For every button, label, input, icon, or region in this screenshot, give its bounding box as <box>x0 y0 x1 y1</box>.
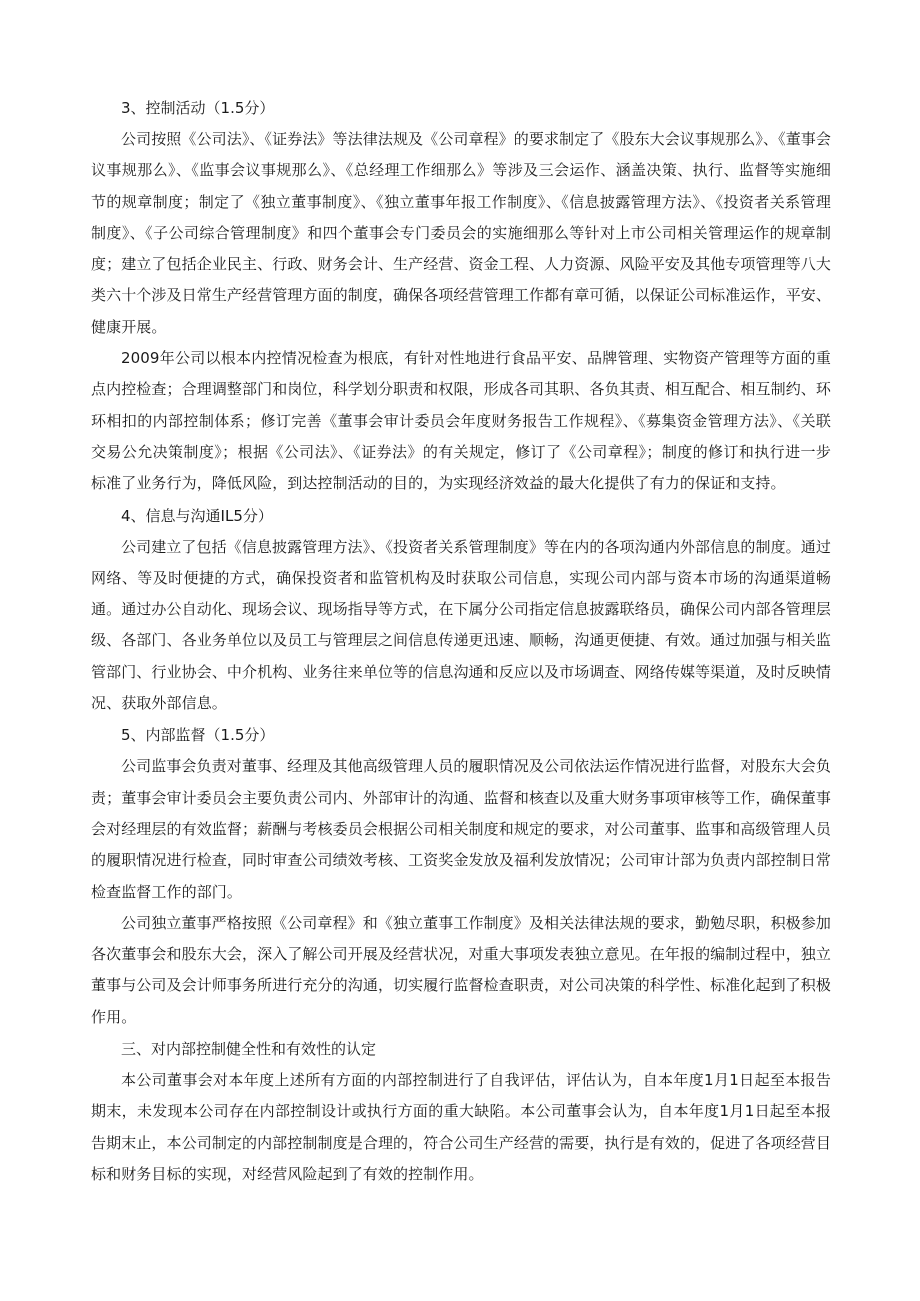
paragraph: 公司建立了包括《信息披露管理方法》、《投资者关系管理制度》等在内的各项沟通内外部信息的制度。通过网络、等及时便捷的方式，确保投资者和监管机构及时获取公司信息，实现公司内部与资本市场的沟通渠道畅通。通过办公自动化、现场会议、现场指导等方式，在下属分公司指定信息披露联络员，确保公司内部各管理层级、各部门、各业务单位以及员工与管理层之间信息传递更迅速、顺畅，沟通更便捷、有效。通过加强与相关监管部门、行业协会、中介机构、业务往来单位等的信息沟通和反应以及市场调查、网络传媒等渠道，及时反映情况、获取外部信息。 <box>91 537 831 713</box>
paragraph: 本公司董事会对本年度上述所有方面的内部控制进行了自我评估，评估认为，自本年度1月1日起至本报告期末，未发现本公司存在内部控制设计或执行方面的重大缺陷。本公司董事会认为，自本年度1月1日起至本报告期末止，本公司制定的内部控制制度是合理的，符合公司生产经营的需要，执行是有效的，促进了各项经营目标和财务目标的实现，对经营风险起到了有效的控制作用。 <box>91 1071 831 1183</box>
section-heading-assessment: 三、对内部控制健全性和有效性的认定 <box>121 1040 377 1059</box>
paragraph: 公司监事会负责对董事、经理及其他高级管理人员的履职情况及公司依法运作情况进行监督，对股东大会负责；董事会审计委员会主要负责公司内、外部审计的沟通、监督和核查以及重大财务事项审核等工作，确保董事会对经理层的有效监督；薪酬与考核委员会根据公司相关制度和规定的要求，对公司董事、监事和高级管理人员的履职情况进行检查，同时审查公司绩效考核、工资奖金发放及福利发放情况；公司审计部为负责内部控制日常检查监督工作的部门。 <box>91 757 831 901</box>
section-heading-information-communication: 4、信息与沟通IL5分） <box>121 506 273 525</box>
section-heading-control-activities: 3、控制活动（1.5分） <box>121 99 275 117</box>
paragraph: 公司按照《公司法》、《证券法》等法律法规及《公司章程》的要求制定了《股东大会议事规那么》、《董事会议事规那么》、《监事会议事规那么》、《总经理工作细那么》等涉及三会运作、涵盖决策、执行、监督等实施细节的规章制度；制定了《独立董事制度》、《独立董事年报工作制度》、《信息披露管理方法》、《投资者关系管理制度》、《子公司综合管理制度》和四个董事会专门委员会的实施细那么等针对上市公司相关管理运作的规章制度；建立了包括企业民主、行政、财务会计、生产经营、资金工程、人力资源、风险平安及其他专项管理等八大类六十个涉及日常生产经营管理方面的制度，确保各项经营管理工作都有章可循，以保证公司标准运作，平安、健康开展。 <box>91 130 831 336</box>
document-page <box>91 92 831 1190</box>
paragraph: 2009年公司以根本内控情况检查为根底，有针对性地进行食品平安、品牌管理、实物资产管理等方面的重点内控检查；合理调整部门和岗位，科学划分职责和权限，形成各司其职、各负其责、相互配合、相互制约、环环相扣的内部控制体系；修订完善《董事会审计委员会年度财务报告工作规程》、《募集资金管理方法》、《关联交易公允决策制度》；根据《公司法》、《证券法》的有关规定，修订了《公司章程》；制度的修订和执行进一步标准了业务行为，降低风险，到达控制活动的目的，为实现经济效益的最大化提供了有力的保证和支持。 <box>91 349 831 493</box>
paragraph: 公司独立董事严格按照《公司章程》和《独立董事工作制度》及相关法律法规的要求，勤勉尽职，积极参加各次董事会和股东大会，深入了解公司开展及经营状况，对重大事项发表独立意见。在年报的编制过程中，独立董事与公司及会计师事务所进行充分的沟通，切实履行监督检查职责，对公司决策的科学性、标准化起到了积极作用。 <box>91 913 831 1026</box>
section-heading-internal-supervision: 5、内部监督（1.5分） <box>121 726 275 745</box>
